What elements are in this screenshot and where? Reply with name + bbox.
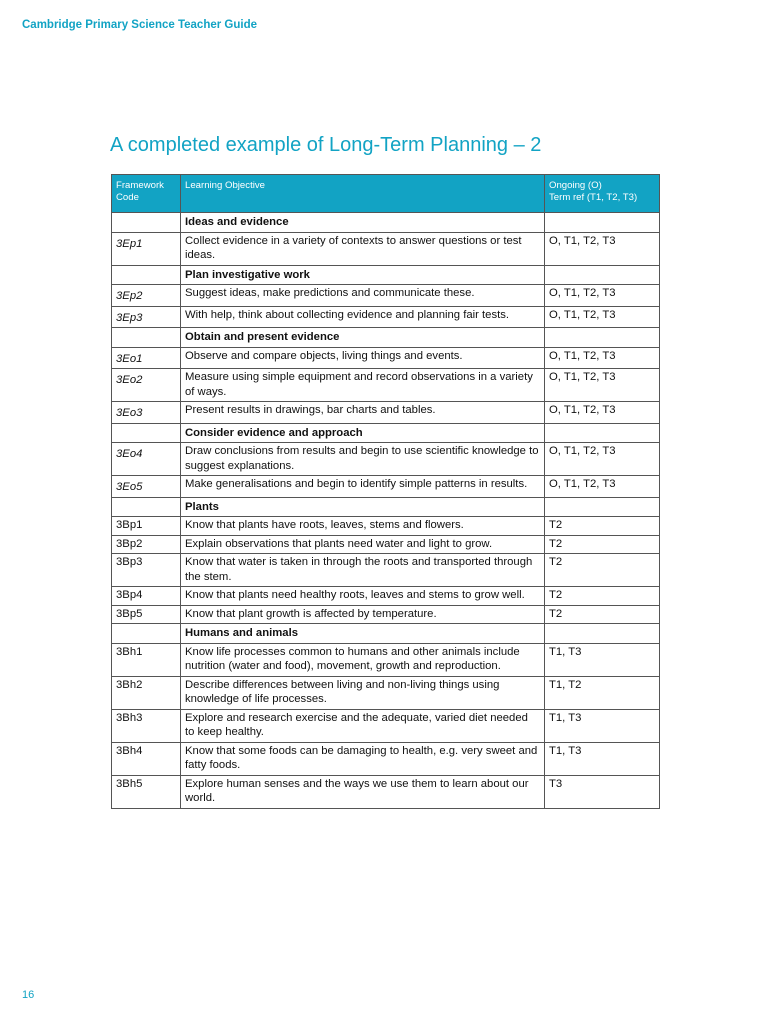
learning-objective-cell: Know that plant growth is affected by temperature. [181, 605, 545, 624]
learning-objective-cell: Suggest ideas, make predictions and communicate these. [181, 285, 545, 307]
section-heading: Obtain and present evidence [181, 328, 545, 348]
learning-objective-cell: Collect evidence in a variety of contexts to answer questions or test ideas. [181, 232, 545, 265]
table-row [112, 535, 660, 554]
framework-code-cell: 3Bh4 [112, 742, 181, 775]
column-header-learning-objective [181, 175, 545, 213]
section-heading: Plan investigative work [181, 265, 545, 285]
term-ref-cell: O, T1, T2, T3 [545, 443, 660, 476]
framework-code-cell: 3Bh3 [112, 709, 181, 742]
term-ref-cell: T1, T3 [545, 643, 660, 676]
learning-objective-cell: Describe differences between living and non-living things using knowledge of life processes. [181, 676, 545, 709]
table-body [112, 213, 660, 809]
term-ref-cell: T1, T3 [545, 709, 660, 742]
term-ref-cell: O, T1, T2, T3 [545, 476, 660, 498]
section-row [112, 423, 660, 443]
empty-term-cell [545, 497, 660, 517]
table-row [112, 643, 660, 676]
table-row [112, 676, 660, 709]
table-row [112, 775, 660, 808]
empty-code-cell [112, 265, 181, 285]
learning-objective-cell: Know that plants need healthy roots, leaves and stems to grow well. [181, 587, 545, 606]
learning-objective-cell: Explain observations that plants need water and light to grow. [181, 535, 545, 554]
table-row [112, 605, 660, 624]
framework-code-cell: 3Bp4 [112, 587, 181, 606]
term-ref-cell: O, T1, T2, T3 [545, 347, 660, 369]
page-number: 16 [22, 989, 35, 1001]
table-row [112, 554, 660, 587]
term-ref-cell: T1, T2 [545, 676, 660, 709]
term-ref-cell: T3 [545, 775, 660, 808]
section-heading: Plants [181, 497, 545, 517]
term-ref-cell: O, T1, T2, T3 [545, 402, 660, 424]
empty-term-cell [545, 624, 660, 644]
empty-code-cell [112, 213, 181, 233]
column-header-line: Framework [116, 180, 164, 191]
header-row [112, 175, 660, 213]
term-ref-cell: T2 [545, 535, 660, 554]
section-row [112, 624, 660, 644]
term-ref-cell: T1, T3 [545, 742, 660, 775]
learning-objective-cell: Make generalisations and begin to identify simple patterns in results. [181, 476, 545, 498]
table-header [112, 175, 660, 213]
long-term-planning-table [111, 174, 660, 809]
page-title: A completed example of Long-Term Planning – 2 [110, 134, 542, 156]
column-header-line: Code [116, 191, 139, 203]
framework-code-cell: 3Ep3 [112, 306, 181, 328]
learning-objective-cell: Observe and compare objects, living things and events. [181, 347, 545, 369]
framework-code-cell: 3Eo2 [112, 369, 181, 402]
empty-term-cell [545, 213, 660, 233]
term-ref-cell: O, T1, T2, T3 [545, 369, 660, 402]
framework-code-cell: 3Eo1 [112, 347, 181, 369]
table-row [112, 587, 660, 606]
table-row [112, 742, 660, 775]
running-header: Cambridge Primary Science Teacher Guide [22, 19, 257, 31]
empty-code-cell [112, 497, 181, 517]
framework-code-cell: 3Eo4 [112, 443, 181, 476]
table-row [112, 476, 660, 498]
empty-term-cell [545, 423, 660, 443]
framework-code-cell: 3Ep1 [112, 232, 181, 265]
learning-objective-cell: With help, think about collecting evidence and planning fair tests. [181, 306, 545, 328]
learning-objective-cell: Know life processes common to humans and other animals include nutrition (water and food), movement, growth and reproduction. [181, 643, 545, 676]
column-header-framework-code [112, 175, 181, 213]
framework-code-cell: 3Bh1 [112, 643, 181, 676]
table-row [112, 517, 660, 536]
column-header-line: Term ref (T1, T2, T3) [549, 191, 638, 203]
table-row [112, 347, 660, 369]
framework-code-cell: 3Bp3 [112, 554, 181, 587]
learning-objective-cell: Explore human senses and the ways we use them to learn about our world. [181, 775, 545, 808]
learning-objective-cell: Draw conclusions from results and begin to use scientific knowledge to suggest explanations. [181, 443, 545, 476]
section-heading: Ideas and evidence [181, 213, 545, 233]
section-row [112, 265, 660, 285]
empty-code-cell [112, 328, 181, 348]
empty-code-cell [112, 423, 181, 443]
column-header-line: Ongoing (O) [549, 180, 602, 191]
learning-objective-cell: Explore and research exercise and the adequate, varied diet needed to keep healthy. [181, 709, 545, 742]
term-ref-cell: O, T1, T2, T3 [545, 285, 660, 307]
table-row [112, 443, 660, 476]
framework-code-cell: 3Bp1 [112, 517, 181, 536]
framework-code-cell: 3Bp5 [112, 605, 181, 624]
framework-code-cell: 3Bh2 [112, 676, 181, 709]
column-header-line: Learning Objective [185, 180, 265, 191]
empty-term-cell [545, 265, 660, 285]
term-ref-cell: T2 [545, 554, 660, 587]
table-row [112, 402, 660, 424]
term-ref-cell: O, T1, T2, T3 [545, 232, 660, 265]
term-ref-cell: T2 [545, 517, 660, 536]
empty-term-cell [545, 328, 660, 348]
section-heading: Humans and animals [181, 624, 545, 644]
section-heading: Consider evidence and approach [181, 423, 545, 443]
learning-objective-cell: Know that plants have roots, leaves, stems and flowers. [181, 517, 545, 536]
table-row [112, 306, 660, 328]
framework-code-cell: 3Bh5 [112, 775, 181, 808]
learning-objective-cell: Present results in drawings, bar charts and tables. [181, 402, 545, 424]
learning-objective-cell: Know that some foods can be damaging to health, e.g. very sweet and fatty foods. [181, 742, 545, 775]
term-ref-cell: T2 [545, 587, 660, 606]
table-row [112, 232, 660, 265]
framework-code-cell: 3Eo3 [112, 402, 181, 424]
term-ref-cell: O, T1, T2, T3 [545, 306, 660, 328]
empty-code-cell [112, 624, 181, 644]
framework-code-cell: 3Ep2 [112, 285, 181, 307]
learning-objective-cell: Know that water is taken in through the roots and transported through the stem. [181, 554, 545, 587]
section-row [112, 328, 660, 348]
table-row [112, 285, 660, 307]
learning-objective-cell: Measure using simple equipment and record observations in a variety of ways. [181, 369, 545, 402]
section-row [112, 497, 660, 517]
table-row [112, 369, 660, 402]
column-header-term-ref [545, 175, 660, 213]
table-row [112, 709, 660, 742]
framework-code-cell: 3Bp2 [112, 535, 181, 554]
term-ref-cell: T2 [545, 605, 660, 624]
section-row [112, 213, 660, 233]
framework-code-cell: 3Eo5 [112, 476, 181, 498]
